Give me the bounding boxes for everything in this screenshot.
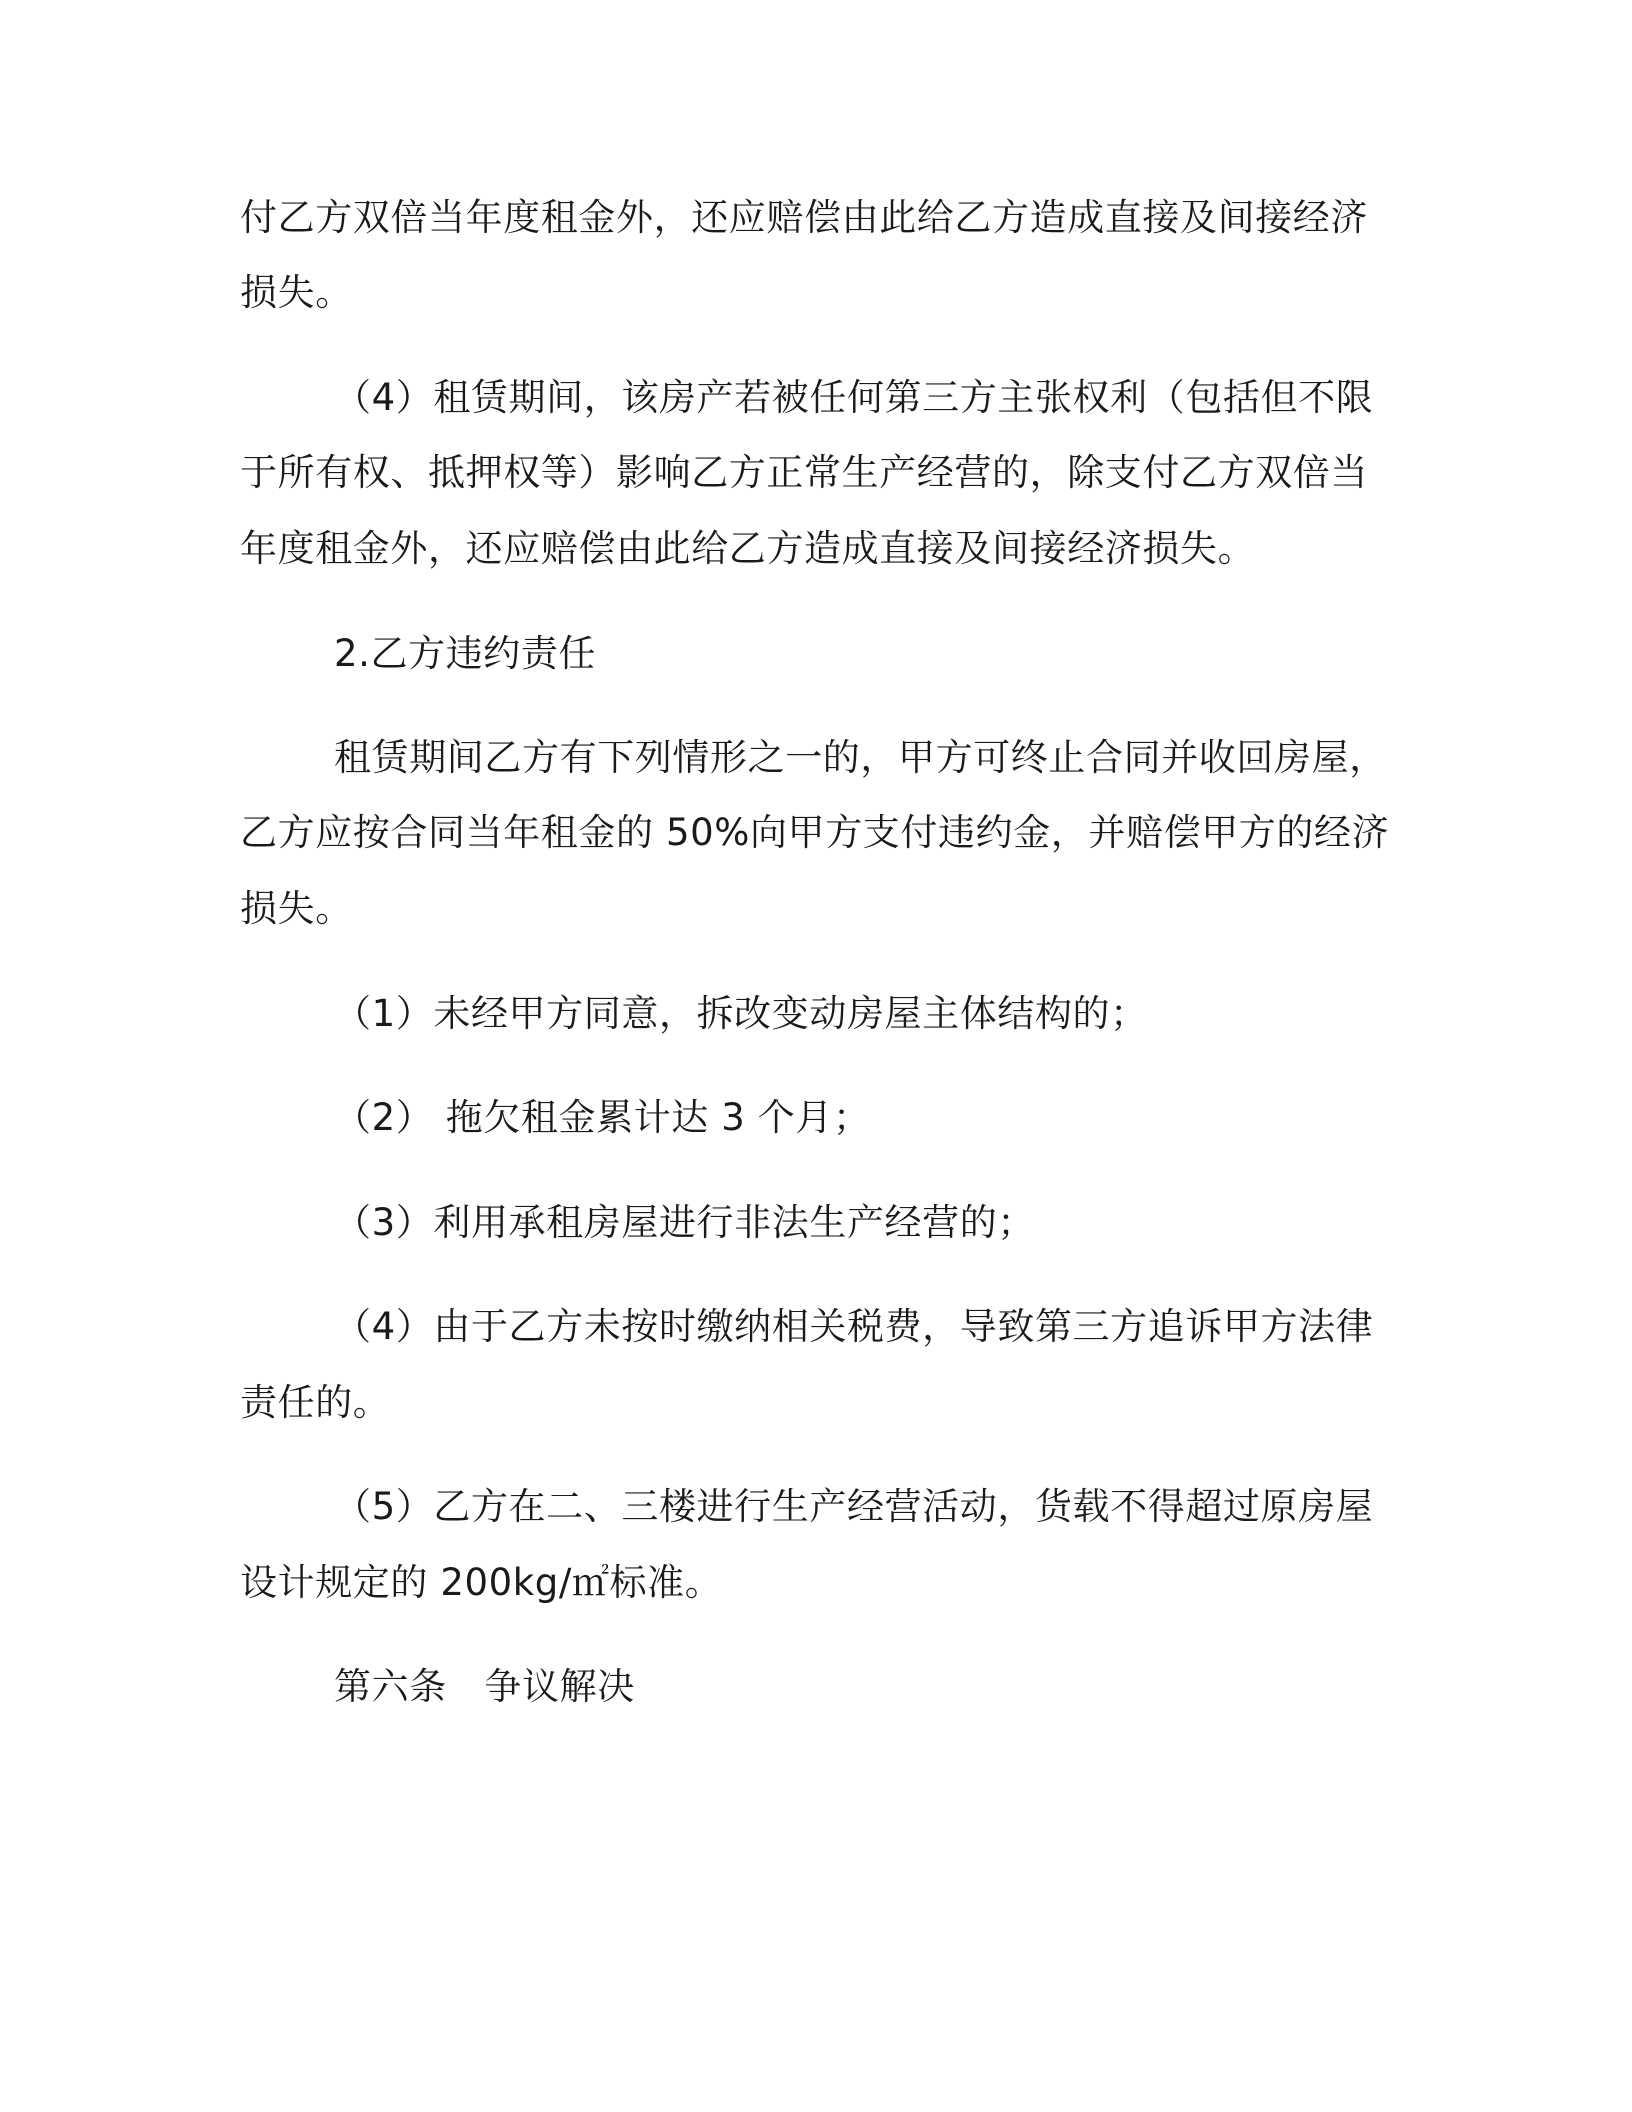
text-line: 设计规定的 200kg/㎡标准。 <box>240 1561 723 1604</box>
list-item-1: （1）未经甲方同意，拆改变动房屋主体结构的； <box>334 992 1148 1035</box>
text-line: 损失。 <box>240 887 353 930</box>
list-item-2: （2） 拖欠租金累计达 3 个月； <box>334 1096 871 1139</box>
list-item-3: （3）利用承租房屋进行非法生产经营的； <box>334 1201 1035 1244</box>
text-line: 乙方应按合同当年租金的 50%向甲方支付违约金，并赔偿甲方的经济 <box>240 811 1390 854</box>
list-item-5: （5）乙方在二、三楼进行生产经营活动，货载不得超过原房屋 <box>334 1485 1374 1528</box>
clause-4-line: （4）租赁期间，该房产若被任何第三方主张权利（包括但不限 <box>334 376 1374 419</box>
text-line: 于所有权、抵押权等）影响乙方正常生产经营的，除支付乙方双倍当 <box>240 451 1368 494</box>
section-heading: 2.乙方违约责任 <box>334 632 597 675</box>
text-line: 损失。 <box>240 271 353 314</box>
list-item-4: （4）由于乙方未按时缴纳相关税费，导致第三方追诉甲方法律 <box>334 1305 1374 1348</box>
text-line: 付乙方双倍当年度租金外，还应赔偿由此给乙方造成直接及间接经济 <box>240 196 1368 239</box>
text-line: 责任的。 <box>240 1381 391 1424</box>
article-heading: 第六条 争议解决 <box>334 1665 635 1708</box>
paragraph-line: 租赁期间乙方有下列情形之一的，甲方可终止合同并收回房屋， <box>334 736 1387 779</box>
text-line: 年度租金外，还应赔偿由此给乙方造成直接及间接经济损失。 <box>240 527 1256 570</box>
